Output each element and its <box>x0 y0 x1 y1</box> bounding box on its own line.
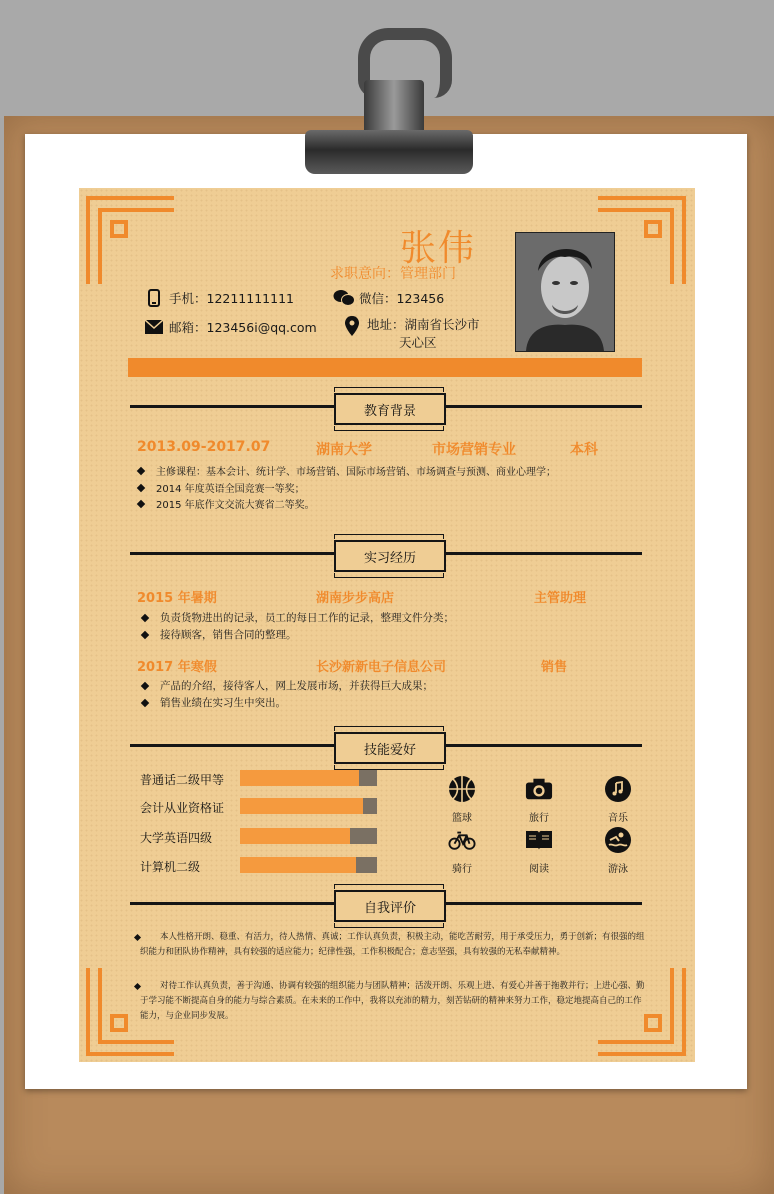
book-icon <box>525 826 553 854</box>
section-line-right <box>442 405 642 408</box>
edu-degree: 本科 <box>570 442 598 458</box>
intern-period: 2017 年寒假 <box>137 660 217 675</box>
intern-role: 主管助理 <box>534 591 587 606</box>
camera-icon <box>525 775 553 803</box>
phone-text: 手机：12211111111 <box>169 291 294 306</box>
phone-contact <box>143 289 294 307</box>
edu-major: 市场营销专业 <box>432 442 516 458</box>
edu-school: 湖南大学 <box>316 442 372 458</box>
skill-bar-fill <box>240 828 350 844</box>
intern-role: 销售 <box>541 660 568 675</box>
profile-photo <box>515 232 615 352</box>
wechat-text: 微信：123456 <box>359 291 445 306</box>
hobby-travel: 旅行 <box>517 775 561 824</box>
edu-item: 2015 年底作文交流大赛省二等奖。 <box>138 496 315 511</box>
section-title-education: 教育背景 <box>334 393 446 425</box>
candidate-name: 张伟 <box>400 228 477 269</box>
phone-icon <box>143 289 165 307</box>
intern-company: 长沙新新电子信息公司 <box>316 660 447 675</box>
section-line-left <box>130 552 334 555</box>
hobby-basketball: 篮球 <box>440 775 484 824</box>
email-text: 邮箱：123456i@qq.com <box>169 320 317 335</box>
address-line-1: 地址：湖南省长沙市 <box>367 317 480 332</box>
section-line-left <box>130 744 334 747</box>
skill-bar <box>240 828 377 844</box>
intern-item: 销售业绩在实习生中突出。 <box>142 695 286 710</box>
wechat-icon <box>333 289 355 307</box>
intern-item: 负责货物进出的记录，员工的每日工作的记录，整理文件分类； <box>142 610 454 625</box>
self-eval-paragraph: 本人性格开朗、稳重、有活力，待人热情、真诚；工作认真负责，积极主动，能吃苦耐劳，用于承受压力，勇于创新；有很强的组织能力和团队协作精神，具有较强的适应能力；纪律性强，工作积极配合；意志坚强，具有较强的无私奉献精神。 <box>140 930 645 960</box>
basketball-icon <box>448 775 476 803</box>
hobby-swimming: 游泳 <box>596 826 640 875</box>
hobby-cycling: 骑行 <box>440 826 484 875</box>
hobby-reading: 阅读 <box>517 826 561 875</box>
location-pin-icon <box>341 316 363 336</box>
intern-company: 湖南步步高店 <box>316 591 395 606</box>
intern-item: 接待顾客，销售合同的整理。 <box>142 627 297 642</box>
section-line-right <box>442 902 642 905</box>
header-divider-bar <box>128 358 642 377</box>
email-contact <box>143 318 317 336</box>
skill-bar-fill <box>240 798 363 814</box>
swimming-icon <box>604 826 632 854</box>
section-title-skills: 技能爱好 <box>334 732 446 764</box>
corner-ornament-top-left <box>86 196 176 286</box>
edu-item: 2014 年度英语全国竞赛一等奖； <box>138 480 305 495</box>
section-title-internship: 实习经历 <box>334 540 446 572</box>
skill-bar-fill <box>240 770 359 786</box>
edu-item: 主修课程：基本会计、统计学、市场营销、国际市场营销、市场调查与预测、商业心理学； <box>138 463 556 478</box>
section-line-right <box>442 552 642 555</box>
skill-label: 计算机二级 <box>140 860 201 874</box>
intern-period: 2015 年暑期 <box>137 591 217 606</box>
hobby-music: 音乐 <box>596 775 640 824</box>
section-title-self-eval: 自我评价 <box>334 890 446 922</box>
intern-item: 产品的介绍，接待客人，网上发展市场，并获得巨大成果； <box>142 678 433 693</box>
skill-label: 会计从业资格证 <box>140 801 225 815</box>
job-intent: 求职意向：管理部门 <box>330 266 456 282</box>
section-line-left <box>130 405 334 408</box>
skill-bar <box>240 798 377 814</box>
self-eval-paragraph: 对待工作认真负责，善于沟通、协调有较强的组织能力与团队精神；活泼开朗、乐观上进、有爱心并善于拖教并行；上进心强、勤于学习能不断提高自身的能力与综合素质。在未来的工作中，我将以充沛的精力，刻苦钻研的精神来努力工作，稳定地提高自己的工作能力，与企业同步发展。 <box>140 979 645 1024</box>
mail-icon <box>143 320 165 334</box>
section-line-left <box>130 902 334 905</box>
bicycle-icon <box>448 826 476 854</box>
section-line-right <box>442 744 642 747</box>
clip-plate <box>305 130 473 174</box>
address-line-2: 天心区 <box>399 335 437 350</box>
skill-label: 普通话二级甲等 <box>140 773 225 787</box>
skill-bar-fill <box>240 857 356 873</box>
skill-bar <box>240 857 377 873</box>
skill-bar <box>240 770 377 786</box>
edu-period: 2013.09-2017.07 <box>137 439 271 455</box>
skill-label: 大学英语四级 <box>140 831 213 845</box>
address-contact <box>341 316 480 352</box>
music-icon <box>604 775 632 803</box>
wechat-contact <box>333 289 444 307</box>
